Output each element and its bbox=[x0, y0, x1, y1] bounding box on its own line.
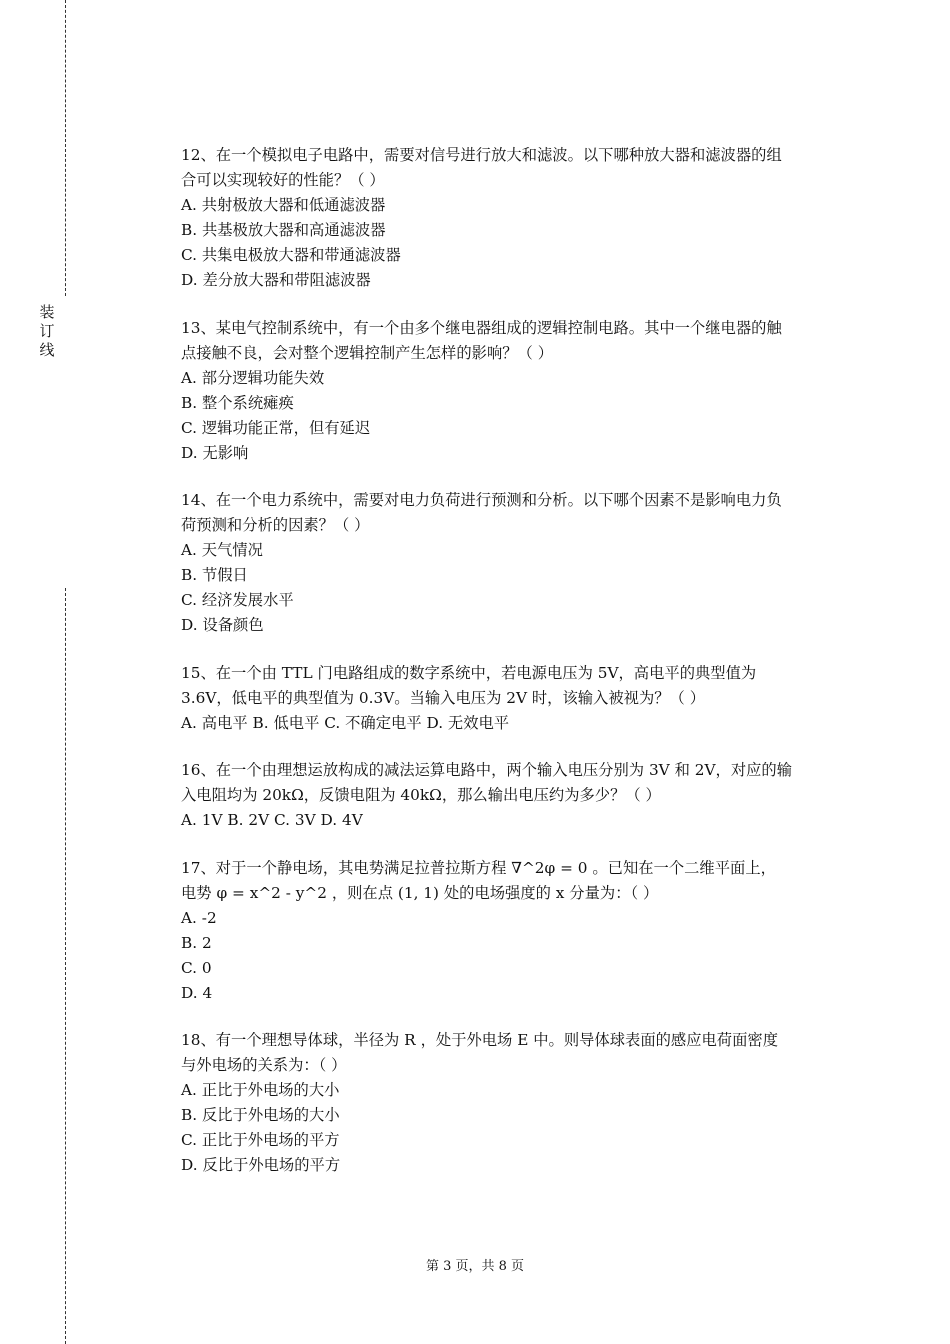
answer-option: D. 差分放大器和带阻滤波器 bbox=[181, 271, 371, 289]
question-13 bbox=[181, 316, 837, 466]
answer-option: A. 1V B. 2V C. 3V D. 4V bbox=[181, 811, 363, 829]
answer-option: D. 4 bbox=[181, 983, 213, 1002]
answer-option: D. 设备颜色 bbox=[181, 616, 264, 634]
question-list bbox=[181, 143, 837, 1201]
answer-option: B. 2 bbox=[181, 933, 212, 952]
answer-option: D. 反比于外电场的平方 bbox=[181, 1156, 341, 1174]
question-stem-line: 17、对于一个静电场，其电势满足拉普拉斯方程 ∇^2φ = 0 。已知在一个二维平面上， bbox=[181, 858, 776, 877]
question-stem-line: 3.6V，低电平的典型值为 0.3V。当输入电压为 2V 时，该输入被视为？（ ） bbox=[181, 688, 705, 707]
answer-option: A. 共射极放大器和低通滤波器 bbox=[181, 196, 386, 214]
answer-option: C. 0 bbox=[181, 958, 212, 977]
answer-option: B. 整个系统瘫痪 bbox=[181, 393, 294, 412]
binding-dashed-line-bottom bbox=[65, 588, 66, 1344]
question-16 bbox=[181, 758, 837, 833]
question-stem-line: 18、有一个理想导体球，半径为 R ，处于外电场 E 中。则导体球表面的感应电荷面密度 bbox=[181, 1031, 778, 1049]
answer-option: B. 反比于外电场的大小 bbox=[181, 1106, 340, 1124]
question-stem-line: 15、在一个由 TTL 门电路组成的数字系统中，若电源电压为 5V，高电平的典型值为 bbox=[181, 663, 757, 682]
question-stem-line: 与外电场的关系为：（ ） bbox=[181, 1056, 347, 1074]
answer-option: C. 正比于外电场的平方 bbox=[181, 1131, 340, 1149]
question-14 bbox=[181, 488, 837, 638]
answer-option: A. 高电平 B. 低电平 C. 不确定电平 D. 无效电平 bbox=[181, 713, 510, 732]
question-stem-line: 入电阻均为 20kΩ，反馈电阻为 40kΩ，那么输出电压约为多少？（ ） bbox=[181, 786, 661, 804]
question-stem-line: 12、在一个模拟电子电路中，需要对信号进行放大和滤波。以下哪种放大器和滤波器的组 bbox=[181, 146, 782, 164]
question-18 bbox=[181, 1028, 837, 1178]
answer-option: A. 部分逻辑功能失效 bbox=[181, 368, 325, 387]
question-stem-line: 16、在一个由理想运放构成的减法运算电路中，两个输入电压分别为 3V 和 2V，对应的输 bbox=[181, 761, 793, 779]
question-stem-line: 点接触不良，会对整个逻辑控制产生怎样的影响？（ ） bbox=[181, 343, 553, 362]
answer-option: A. 天气情况 bbox=[181, 541, 263, 559]
binding-dashed-line-top bbox=[65, 0, 66, 296]
question-12 bbox=[181, 143, 837, 293]
page-number: 第 3 页，共 8 页 bbox=[425, 1259, 525, 1274]
binding-label: 装订线 bbox=[39, 303, 55, 359]
question-stem-line: 14、在一个电力系统中，需要对电力负荷进行预测和分析。以下哪个因素不是影响电力负 bbox=[181, 491, 782, 509]
answer-option: B. 节假日 bbox=[181, 566, 248, 584]
question-15 bbox=[181, 661, 837, 736]
answer-option: C. 共集电极放大器和带通滤波器 bbox=[181, 246, 401, 264]
question-stem-line: 合可以实现较好的性能？（ ） bbox=[181, 171, 385, 189]
answer-option: A. 正比于外电场的大小 bbox=[181, 1081, 340, 1099]
answer-option: D. 无影响 bbox=[181, 443, 249, 462]
question-stem-line: 电势 φ = x^2 - y^2 ，则在点 (1, 1) 处的电场强度的 x 分量为：（ ） bbox=[181, 883, 659, 902]
answer-option: B. 共基极放大器和高通滤波器 bbox=[181, 221, 386, 239]
question-stem-line: 荷预测和分析的因素？（ ） bbox=[181, 516, 370, 534]
question-stem-line: 13、某电气控制系统中，有一个由多个继电器组成的逻辑控制电路。其中一个继电器的触 bbox=[181, 318, 782, 337]
answer-option: A. -2 bbox=[181, 908, 217, 927]
answer-option: C. 经济发展水平 bbox=[181, 591, 294, 609]
question-17 bbox=[181, 856, 837, 1006]
answer-option: C. 逻辑功能正常，但有延迟 bbox=[181, 418, 371, 437]
